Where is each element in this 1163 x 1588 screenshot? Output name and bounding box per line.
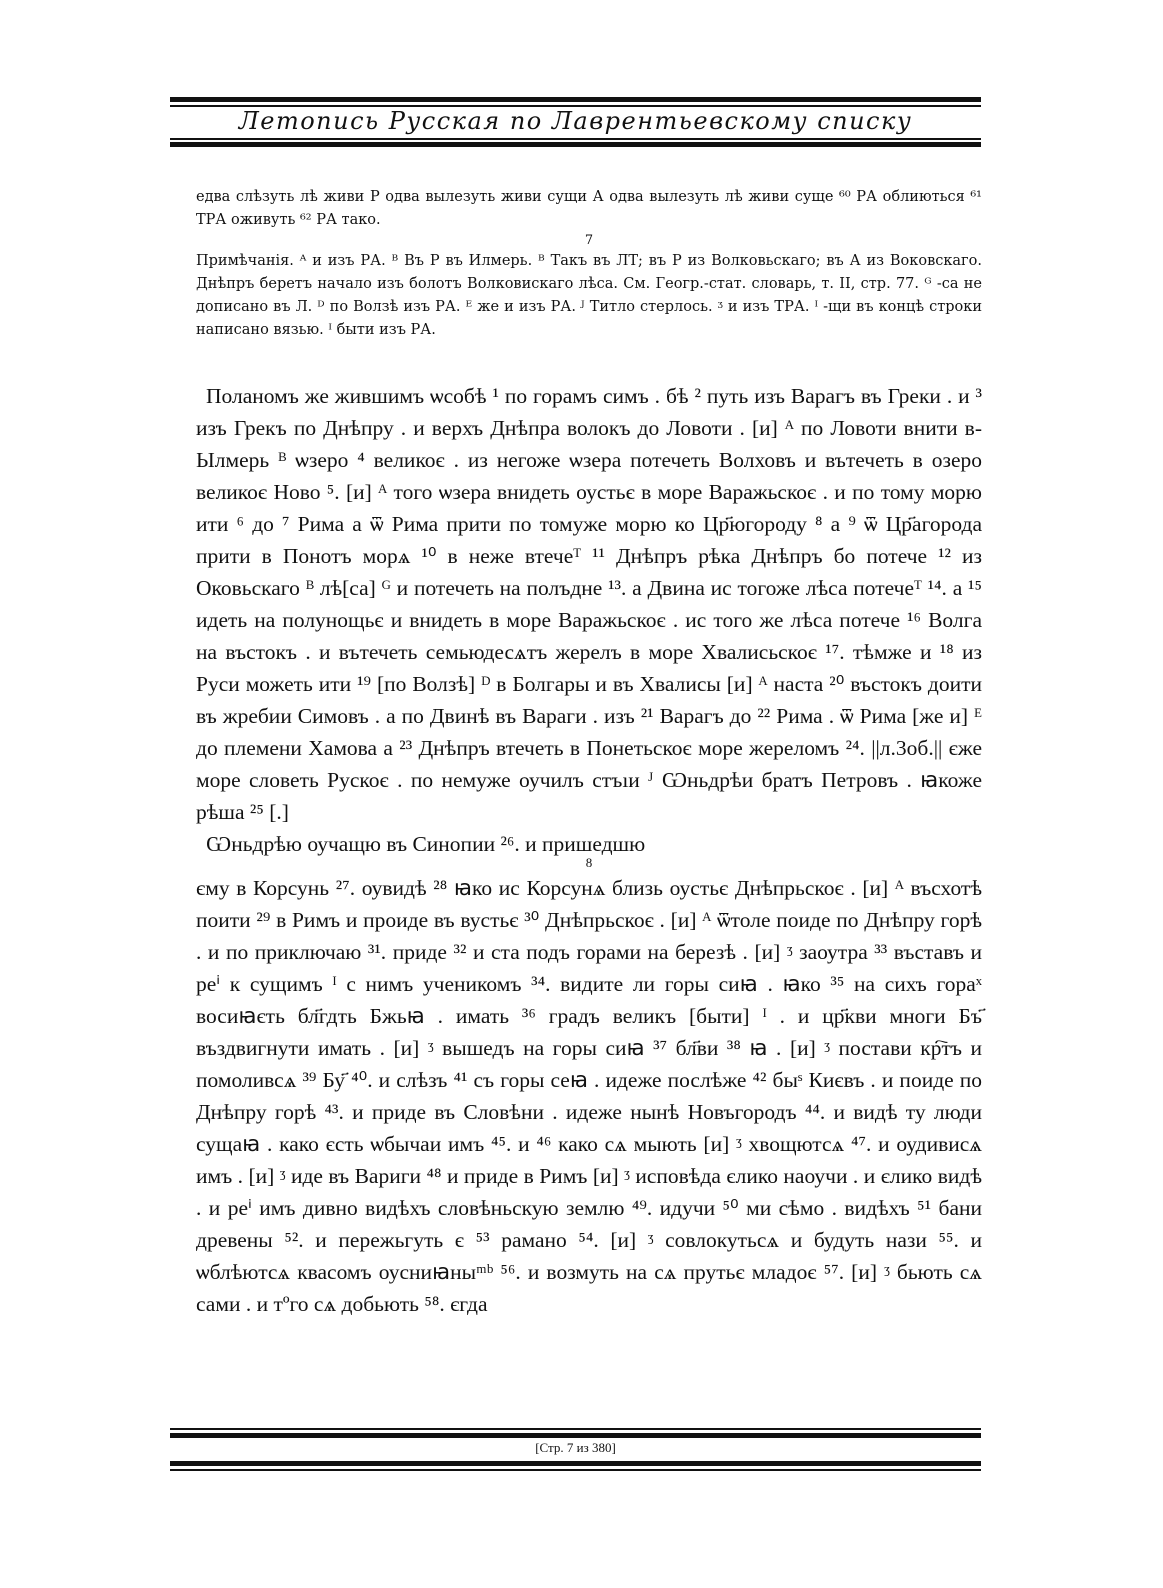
footer-rule-thick-bottom [170, 1461, 981, 1466]
page-number-8: 8 [585, 855, 593, 870]
main-paragraph-2: Ѡньдрѣю оучащю въ Синопии ²⁶. и пришедшю [206, 832, 646, 856]
header-rule-thick-top [170, 97, 981, 102]
main-text [196, 380, 982, 1320]
main-paragraph-3: єму в Корсунь ²⁷. оувидѣ ²⁸ ꙗко ис Корсунѧ близь оустьє Днѣпрьскоє . [и] ᴬ въсхотѣ поити ²⁹ в Римъ и проиде въ вустьє ³⁰ Днѣпрьскоє . [и] ᴬ ѿтоле поиде по Днѣпру горѣ . и по приключаю ³¹. приде ³² и ста подъ горами на березѣ . [и] ᶾ заоутра ³³ въставъ и реⁱ к сущимъ ᴵ с нимъ ученикомъ ³⁴. видите ли горы сиꙗ . ꙗко ³⁵ на сихъ гораˣ восиꙗєть бл҃гдть Бжьꙗ . имать ³⁶ градъ великъ [быти] ᴵ . и цр҃кви многи Бъ҃ въздвигнути имать . [и] ᶾ вышедъ на горы сиꙗ ³⁷ бл҃ви ³⁸ ꙗ . [и] ᶾ постави кр҇тъ и помоливсѧ ³⁹ Бу҃ ⁴⁰. и слѣзъ ⁴¹ съ горы сеꙗ . идеже послѣже ⁴² быˢ Києвъ . и поиде по Днѣпру горѣ ⁴³. и приде въ Словѣни . идеже нынѣ Новъгородъ ⁴⁴. и видѣ ту люди сущаꙗ . како єсть ѡбычаи имъ ⁴⁵. и ⁴⁶ како сѧ мыють [и] ᶾ хвощютсѧ ⁴⁷. и оудивисѧ имъ . [и] ᶾ иде въ Вариги ⁴⁸ и приде в Римъ [и] ᶾ исповѣда єлико наоучи . и єлико видѣ . и реⁱ имъ дивно видѣхъ словѣньскую землю ⁴⁹. идучи ⁵⁰ ми сѣмо . видѣхъ ⁵¹ бани древены ⁵². и пережьгуть є ⁵³ рамано ⁵⁴. [и] ᶾ совлокутьсѧ и будуть нази ⁵⁵. и ѡблѣютсѧ квасомъ оусниꙗныᵐᵇ ⁵⁶. и возмуть на сѧ прутьє младоє ⁵⁷. [и] ᶾ бьють сѧ сами . и тºго сѧ добьють ⁵⁸. єгда [196, 876, 982, 1316]
main-paragraph-1: Поланомъ же жившимъ ѡсобѣ ¹ по горамъ симъ . бѣ ² путь изъ Варагъ въ Греки . и ³ изъ Грекъ по Днѣпру . и верхъ Днѣпра волокъ до Ловоти . [и] ᴬ по Ловоти внити в-Ылмерь ᴮ ѡзеро ⁴ великоє . из негоже ѡзера потечеть Волховъ и вътечеть в озеро великоє Ново ⁵. [и] ᴬ того ѡзера внидеть оустьє в море Варажьскоє . и по тому морю ити ⁶ до ⁷ Рима а ѿ Рима прити по томуже морю ко Цр҃югороду ⁸ а ⁹ ѿ Цр҃агорода прити в Понотъ морѧ ¹⁰ в неже втечеᵀ ¹¹ Днѣпръ рѣка Днѣпръ бо потече ¹² из Оковьскаго ᴮ лѣ[са] ᴳ и потечеть на полъдне ¹³. а Двина ис тогоже лѣса потечеᵀ ¹⁴. а ¹⁵ идеть на полунощьє и внидеть в море Варажьскоє . ис того же лѣса потече ¹⁶ Волга на въстокъ . и вътечеть семьюдесѧтъ жерелъ в море Хвалисьскоє ¹⁷. тѣмже и ¹⁸ из Руси можеть ити ¹⁹ [по Волзѣ] ᴰ в Болгары и въ Хвалисы [и] ᴬ наста ²⁰ въстокъ доити въ жребии Симовъ . а по Двинѣ въ Вараги . изъ ²¹ Варагъ до ²² Рима . ѿ Рима [же и] ᴱ до племени Хамова а ²³ Днѣпръ втечеть в Понетьскоє море жереломъ ²⁴. ||л.3об.|| єже море словеть Рускоє . по немуже оучилъ стъıи ᴶ Ѡньдрѣи братъ Петровъ . ꙗкоже рѣша ²⁵ [.] [196, 384, 982, 824]
running-title: Летопись Русская по Лаврентьевскому списку [238, 107, 913, 135]
variant-text: едва слѣзуть лѣ живи Р одва вылезуть живи сущи А одва вылезуть лѣ живи суще ⁶⁰ РА облиються ⁶¹ ТРА оживуть ⁶² РА тако. [196, 189, 982, 228]
header-rule-thin-bottom [170, 138, 981, 140]
footer-page-label: [Стр. 7 из 380] [535, 1440, 616, 1455]
variant-readings [196, 186, 982, 342]
footer-rule-thin-top [170, 1428, 981, 1430]
page-number-7: 7 [584, 233, 594, 248]
footer-rule-thin-bottom [170, 1469, 981, 1471]
notes-text: Примѣчанія. ᴬ и изъ РА. ᴮ Въ Р въ Илмерь. ᴮ Такъ въ ЛТ; въ Р из Волковьскаго; въ А из Воковскаго. Днѣпръ беретъ начало изъ болотъ Волковискаго лѣса. См. Геогр.-стат. словарь, т. II, стр. 77. ᴳ -са не дописано въ Л. ᴰ по Волзѣ изъ РА. ᴱ же и изъ РА. ᴶ Титло стерлось. ᶾ и изъ ТРА. ᴵ -щи въ концѣ строки написано вязью. ᴵ быти изъ РА. [196, 253, 982, 338]
header-rule-thick-bottom [170, 142, 981, 147]
